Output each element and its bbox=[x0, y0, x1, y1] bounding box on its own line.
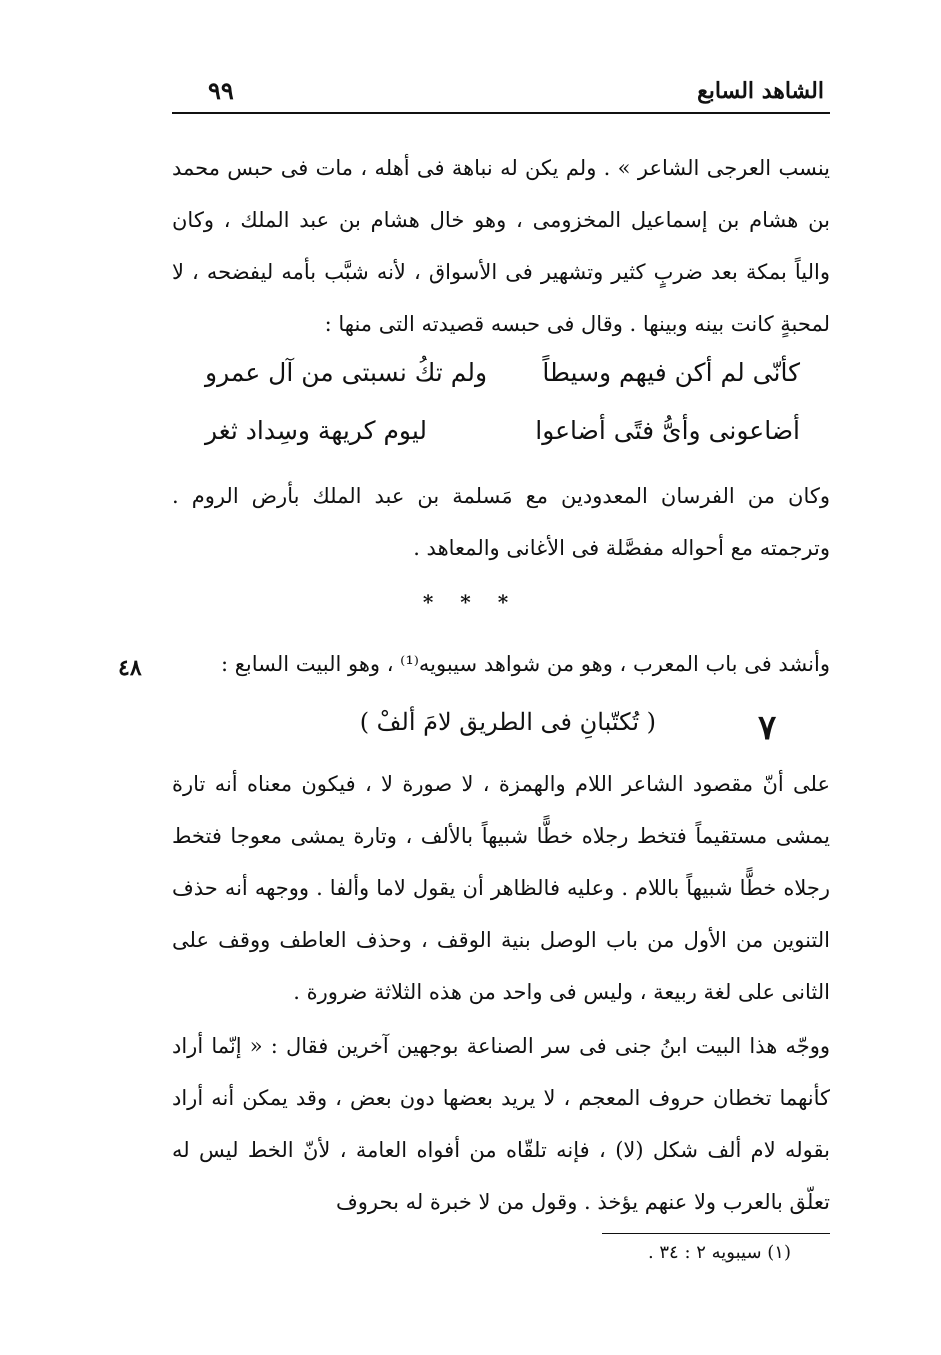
verse-1-second-hemistich: ولم تكُ نسبتى من آل عمرو bbox=[205, 358, 488, 387]
witness-number: ٧ bbox=[758, 708, 777, 748]
verse-2-first-hemistich: أضاعونى وأىُّ فتًى أضاعوا bbox=[535, 416, 800, 445]
paragraph-commentary: على أنّ مقصود الشاعر اللام والهمزة ، لا صورة لا ، فيكون معناه أنه تارة يمشى مستقيماً فتخط رجلاه خطًّا شبيهاً بالألف ، وتارة يمشى معوجا فتخط رجلاه خطًّا شبيهاً باللام . وعليه فالظاهر أن يقول لاما وألفا . ووجهه أنه حذف التنوين من الأول من باب الوصل بنية الوقف ، وحذف العاطف ووقف على الثانى على لغة ربيعة ، وليس فى واحد من هذه الثلاثة ضرورة . bbox=[172, 772, 830, 1004]
running-title: الشاهد السابع bbox=[697, 78, 824, 104]
footnote-divider bbox=[602, 1233, 830, 1234]
verse-1-first-hemistich: كأنّى لم أكن فيهم وسيطاً bbox=[542, 358, 800, 387]
margin-number: ٤٨ bbox=[118, 655, 142, 681]
verse-2-second-hemistich: ليوم كريهة وسِداد ثغر bbox=[205, 416, 428, 445]
footnote: (١) سيبويه ٢ : ٣٤ . bbox=[647, 1242, 791, 1263]
paragraph-biography: ينسب العرجى الشاعر » . ولم يكن له نباهة فى أهله ، مات فى حبس محمد بن هشام بن إسماعيل المخزومى ، وهو خال هشام بن عبد الملك ، وكان والياً بمكة بعد ضربٍ كثير وتشهير فى الأسواق ، لأنه شبَّب بأمه ليفضحه ، لا لمحبةٍ كانت بينه وبينها . وقال فى حبسه قصيدته التى منها : bbox=[172, 156, 830, 336]
witness-verse: ( تُكتّبانِ فى الطريق لامَ ألفْ ) bbox=[359, 708, 656, 736]
poem-verse-1 bbox=[205, 358, 800, 408]
page-number: ٩٩ bbox=[208, 76, 234, 105]
paragraph-intro-witness: وأنشد فى باب المعرب ، وهو من شواهد سيبويه⁽¹⁾ ، وهو البيت السابع : bbox=[220, 652, 830, 676]
page-header bbox=[172, 72, 830, 114]
section-separator: * * * bbox=[422, 590, 519, 614]
paragraph-biography-end: وكان من الفرسان المعدودين مع مَسلمة بن عبد الملك بأرض الروم . وترجمته مع أحواله مفصَّلة فى الأغانى والمعاهد . bbox=[172, 484, 830, 560]
poem-verse-2 bbox=[205, 416, 800, 466]
paragraph-ibn-jinni: ووجّه هذا البيت ابنُ جنى فى سر الصناعة بوجهين آخرين فقال : « إنّما أراد كأنهما تخطان حروف المعجم ، لا يريد بعضها دون بعض ، وقد يمكن أنه أراد بقوله لام ألف شكل (لا) ، فإنه تلقّاه من أفواه العامة ، لأنّ الخط ليس له تعلّق بالعرب ولا عنهم يؤخذ . وقول من لا خبرة له بحروف bbox=[172, 1034, 830, 1214]
